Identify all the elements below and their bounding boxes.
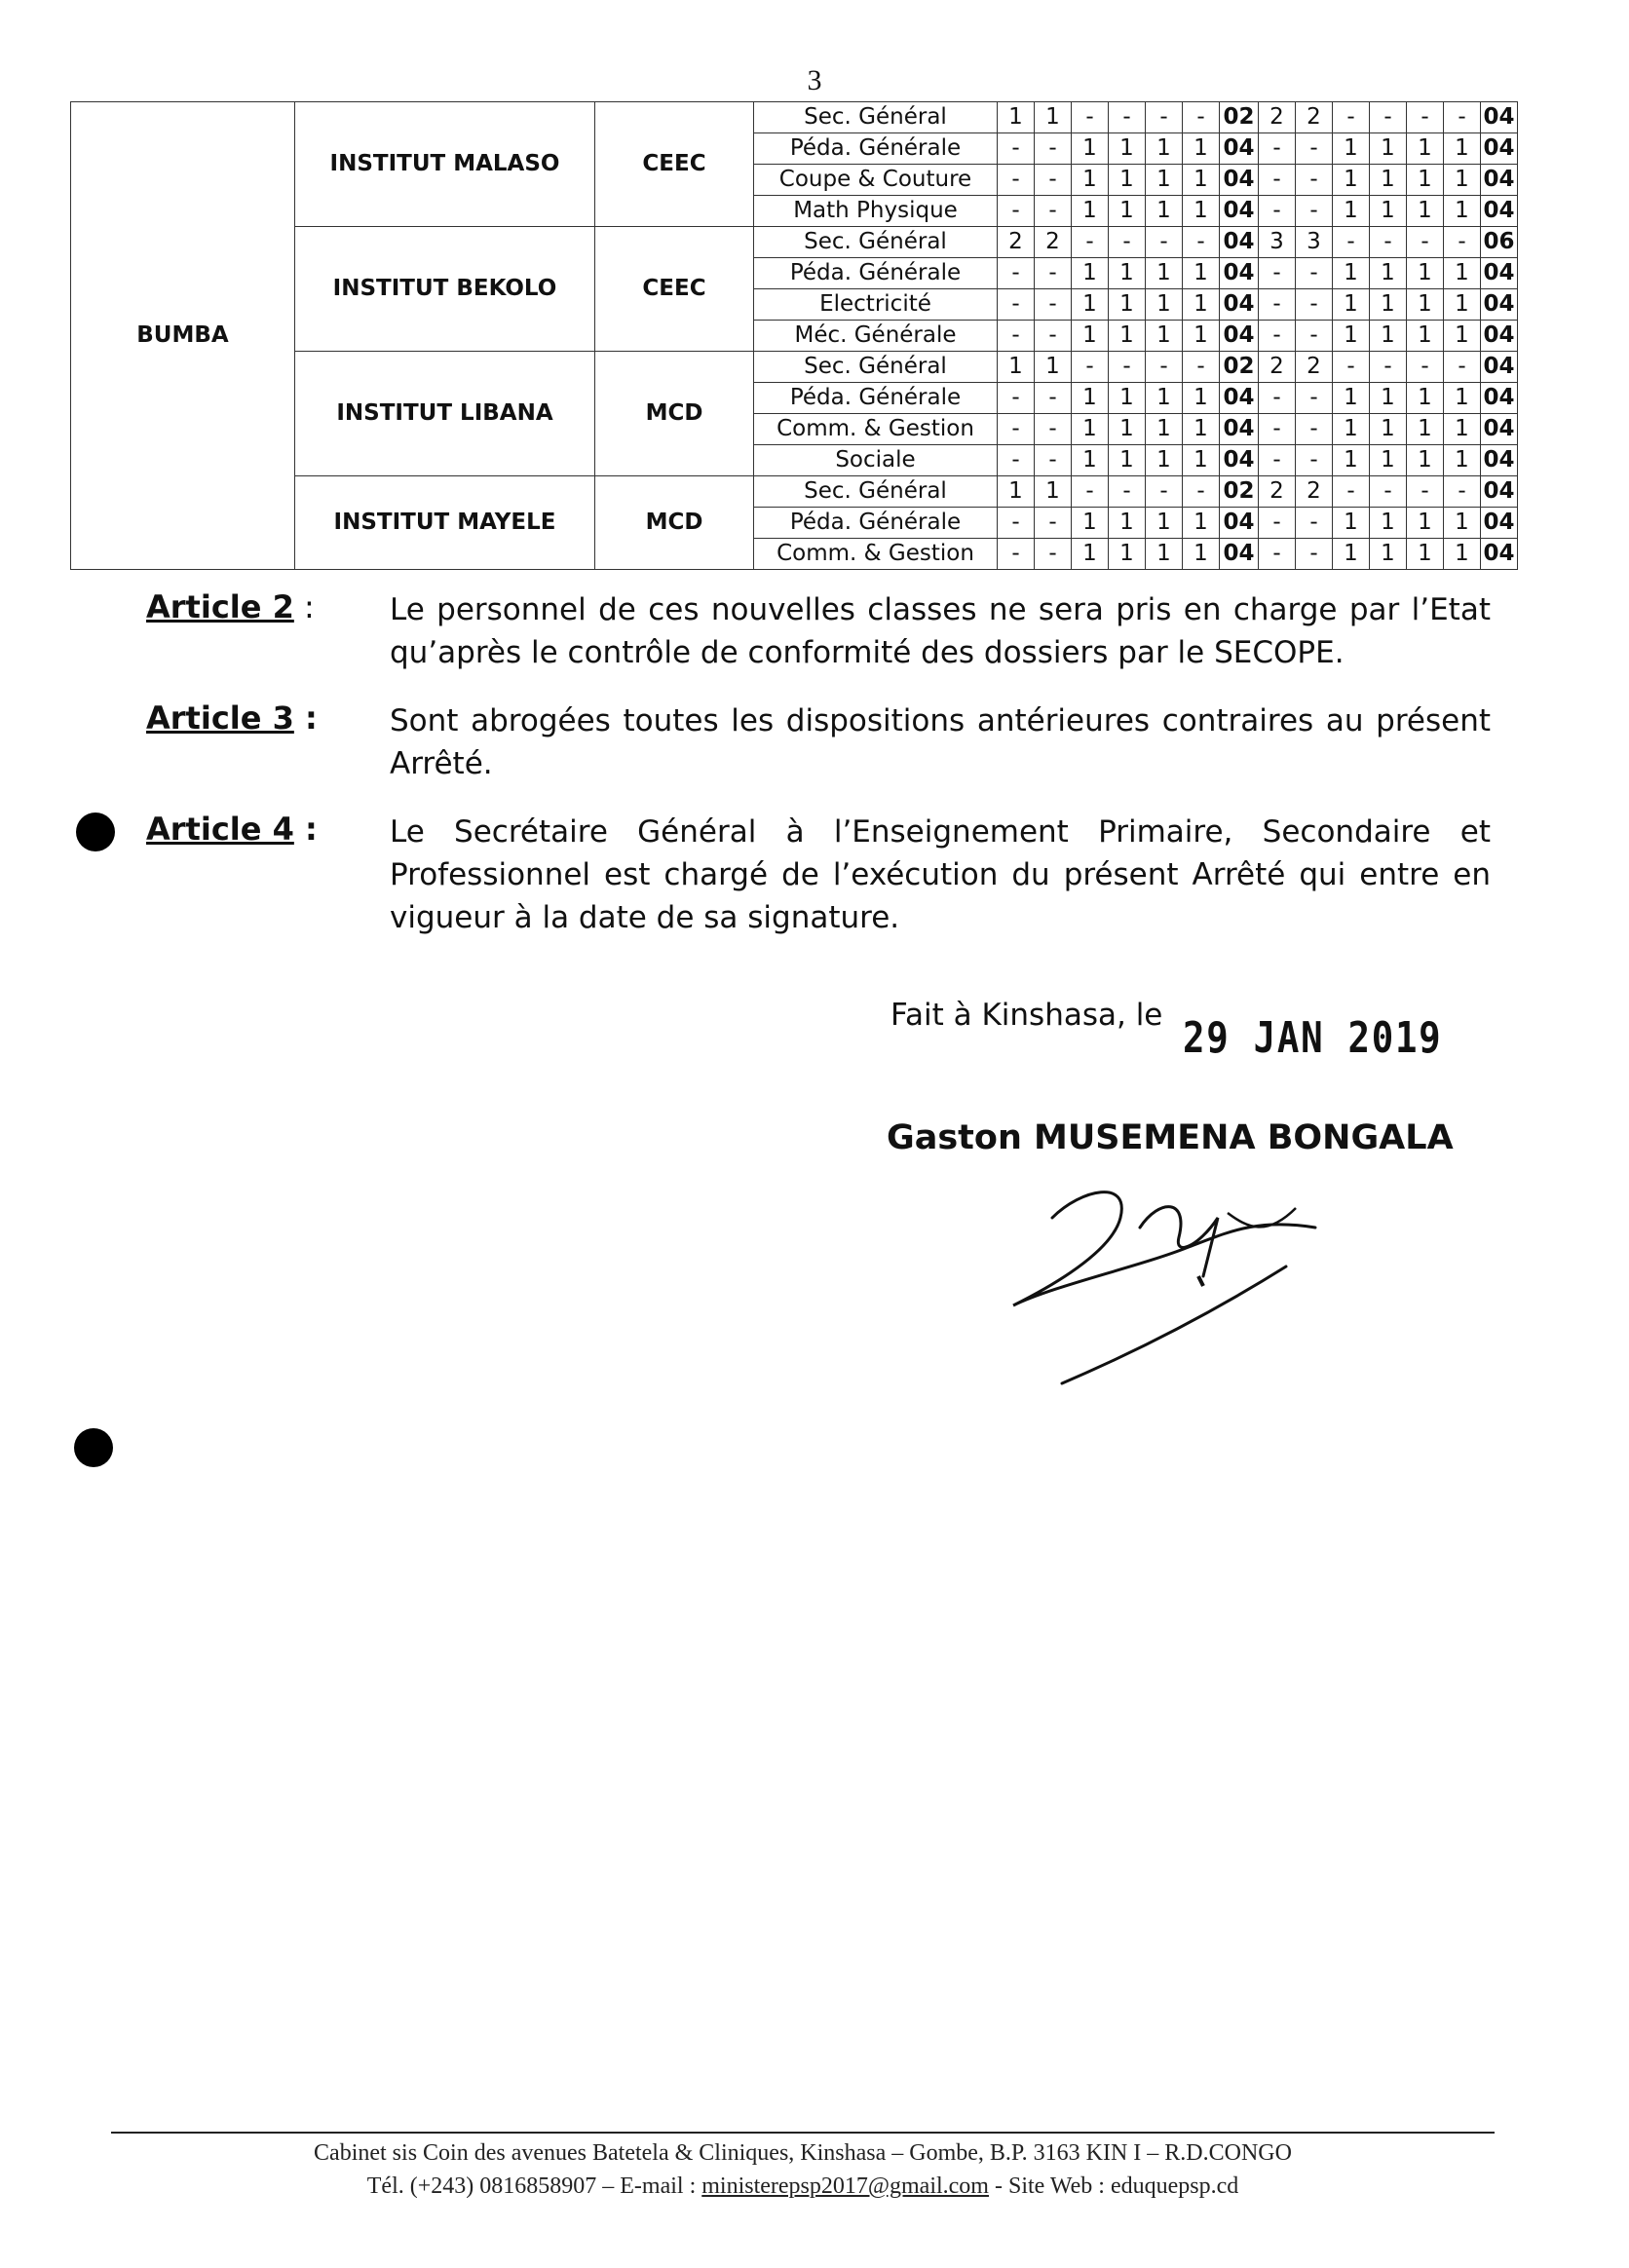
count-cell: -	[1146, 102, 1183, 133]
count-cell: 1	[1146, 414, 1183, 445]
section-cell: Péda. Générale	[754, 383, 998, 414]
signing-place: Fait à Kinshasa, le	[890, 998, 1163, 1033]
count-cell: -	[1407, 476, 1444, 508]
school-name-cell: INSTITUT MALASO	[295, 102, 595, 227]
total-cell: 04	[1220, 383, 1259, 414]
count-cell: -	[1259, 289, 1296, 321]
count-cell: 1	[1333, 258, 1370, 289]
count-cell: 1	[1146, 383, 1183, 414]
total-cell: 04	[1220, 258, 1259, 289]
total-cell: 04	[1481, 133, 1518, 165]
count-cell: 2	[1259, 352, 1296, 383]
article-2: Article 2 : Le personnel de ces nouvelles classes ne sera pris en charge par l’Etat qu’après le contrôle de conformité des dossiers par le SECOPE.	[146, 588, 1491, 674]
count-cell: -	[1259, 383, 1296, 414]
count-cell: -	[998, 258, 1035, 289]
count-cell: 1	[1146, 445, 1183, 476]
count-cell: -	[1035, 414, 1072, 445]
count-cell: -	[1109, 227, 1146, 258]
count-cell: 1	[998, 476, 1035, 508]
count-cell: 1	[1109, 414, 1146, 445]
count-cell: 1	[1035, 102, 1072, 133]
count-cell: 2	[1296, 102, 1333, 133]
count-cell: -	[1259, 508, 1296, 539]
count-cell: 1	[1407, 445, 1444, 476]
count-cell: -	[998, 165, 1035, 196]
count-cell: -	[1296, 508, 1333, 539]
table-row	[71, 102, 1518, 133]
count-cell: 2	[998, 227, 1035, 258]
count-cell: -	[1109, 102, 1146, 133]
article-label: Article 3	[146, 699, 294, 737]
section-cell: Sec. Général	[754, 476, 998, 508]
count-cell: 1	[1109, 289, 1146, 321]
count-cell: -	[1259, 321, 1296, 352]
total-cell: 04	[1481, 352, 1518, 383]
count-cell: -	[1183, 102, 1220, 133]
count-cell: -	[1035, 445, 1072, 476]
punch-hole-mark	[74, 1428, 113, 1467]
count-cell: 1	[1183, 414, 1220, 445]
count-cell: -	[1370, 227, 1407, 258]
count-cell: -	[998, 133, 1035, 165]
count-cell: -	[1370, 102, 1407, 133]
count-cell: 1	[1109, 383, 1146, 414]
total-cell: 04	[1220, 196, 1259, 227]
total-cell: 04	[1481, 289, 1518, 321]
count-cell: 1	[1072, 383, 1109, 414]
count-cell: 1	[1333, 196, 1370, 227]
count-cell: 1	[1333, 321, 1370, 352]
area-cell: BUMBA	[71, 102, 295, 570]
count-cell: 1	[1072, 321, 1109, 352]
count-cell: -	[1035, 289, 1072, 321]
count-cell: 1	[1183, 445, 1220, 476]
count-cell: 1	[1146, 289, 1183, 321]
count-cell: -	[1407, 227, 1444, 258]
count-cell: 1	[1444, 165, 1481, 196]
section-cell: Coupe & Couture	[754, 165, 998, 196]
count-cell: 1	[1444, 321, 1481, 352]
count-cell: 1	[1146, 508, 1183, 539]
count-cell: 1	[1407, 539, 1444, 570]
count-cell: -	[1035, 508, 1072, 539]
count-cell: 1	[1183, 165, 1220, 196]
count-cell: -	[1072, 476, 1109, 508]
footer-email-link[interactable]: ministerepsp2017@gmail.com	[701, 2174, 989, 2199]
count-cell: -	[1259, 539, 1296, 570]
count-cell: 1	[1333, 165, 1370, 196]
count-cell: 2	[1296, 352, 1333, 383]
total-cell: 04	[1220, 227, 1259, 258]
count-cell: 1	[1407, 196, 1444, 227]
count-cell: 1	[1146, 196, 1183, 227]
section-cell: Comm. & Gestion	[754, 414, 998, 445]
count-cell: 1	[1370, 133, 1407, 165]
count-cell: -	[1296, 258, 1333, 289]
count-cell: 1	[1407, 414, 1444, 445]
count-cell: 2	[1259, 476, 1296, 508]
count-cell: 1	[1444, 258, 1481, 289]
count-cell: 3	[1296, 227, 1333, 258]
count-cell: 1	[1072, 539, 1109, 570]
count-cell: -	[998, 414, 1035, 445]
section-cell: Péda. Générale	[754, 133, 998, 165]
school-name-cell: INSTITUT LIBANA	[295, 352, 595, 476]
count-cell: 1	[1444, 383, 1481, 414]
count-cell: 1	[1183, 383, 1220, 414]
count-cell: 1	[1370, 414, 1407, 445]
total-cell: 04	[1220, 414, 1259, 445]
article-text: Le Secrétaire Général à l’Enseignement Primaire, Secondaire et Professionnel est chargé de l’exécution du présent Arrêté qui entre en vigueur à la date de sa signature.	[390, 814, 1491, 935]
count-cell: -	[998, 445, 1035, 476]
count-cell: 1	[1183, 258, 1220, 289]
count-cell: -	[1035, 321, 1072, 352]
total-cell: 04	[1220, 539, 1259, 570]
count-cell: 1	[1109, 445, 1146, 476]
page-number: 3	[807, 64, 822, 96]
footer	[111, 2136, 1495, 2203]
count-cell: 1	[1183, 508, 1220, 539]
total-cell: 04	[1481, 196, 1518, 227]
count-cell: -	[1035, 165, 1072, 196]
count-cell: -	[998, 196, 1035, 227]
count-cell: -	[1259, 196, 1296, 227]
total-cell: 04	[1481, 414, 1518, 445]
total-cell: 04	[1220, 165, 1259, 196]
total-cell: 02	[1220, 102, 1259, 133]
count-cell: 1	[998, 102, 1035, 133]
count-cell: 1	[1035, 476, 1072, 508]
count-cell: -	[1146, 227, 1183, 258]
count-cell: -	[1035, 539, 1072, 570]
count-cell: -	[1109, 352, 1146, 383]
section-cell: Péda. Générale	[754, 258, 998, 289]
count-cell: 1	[1333, 539, 1370, 570]
count-cell: -	[1259, 165, 1296, 196]
count-cell: 1	[1407, 258, 1444, 289]
count-cell: 1	[1109, 321, 1146, 352]
classes-table	[70, 101, 1518, 570]
count-cell: 1	[1109, 258, 1146, 289]
network-cell: CEEC	[595, 227, 754, 352]
count-cell: 1	[1444, 196, 1481, 227]
count-cell: 1	[1333, 414, 1370, 445]
count-cell: -	[1444, 476, 1481, 508]
count-cell: -	[1296, 539, 1333, 570]
count-cell: -	[1296, 196, 1333, 227]
footer-website: eduquepsp.cd	[1110, 2174, 1239, 2199]
count-cell: 1	[1146, 133, 1183, 165]
count-cell: 1	[1072, 289, 1109, 321]
count-cell: 1	[1370, 445, 1407, 476]
count-cell: 1	[1072, 414, 1109, 445]
count-cell: 1	[1146, 321, 1183, 352]
network-cell: CEEC	[595, 102, 754, 227]
count-cell: -	[1333, 102, 1370, 133]
count-cell: 1	[1109, 508, 1146, 539]
total-cell: 02	[1220, 352, 1259, 383]
count-cell: -	[1035, 196, 1072, 227]
count-cell: -	[1407, 352, 1444, 383]
count-cell: 1	[1444, 539, 1481, 570]
count-cell: 1	[1333, 445, 1370, 476]
count-cell: 1	[1407, 321, 1444, 352]
count-cell: -	[1035, 133, 1072, 165]
article-label: Article 2	[146, 588, 294, 625]
total-cell: 04	[1220, 289, 1259, 321]
count-cell: 1	[1109, 196, 1146, 227]
count-cell: 1	[1146, 258, 1183, 289]
count-cell: 1	[1444, 289, 1481, 321]
article-label: Article 4	[146, 811, 294, 848]
count-cell: -	[1296, 289, 1333, 321]
count-cell: -	[1370, 352, 1407, 383]
count-cell: 1	[1444, 133, 1481, 165]
count-cell: -	[998, 539, 1035, 570]
count-cell: 1	[1370, 383, 1407, 414]
count-cell: -	[1296, 165, 1333, 196]
count-cell: -	[1259, 445, 1296, 476]
footer-rule	[111, 2132, 1495, 2134]
total-cell: 04	[1481, 165, 1518, 196]
count-cell: 1	[1333, 383, 1370, 414]
total-cell: 04	[1481, 102, 1518, 133]
total-cell: 04	[1220, 508, 1259, 539]
section-cell: Sec. Général	[754, 227, 998, 258]
handwritten-signature	[994, 1159, 1345, 1417]
count-cell: -	[1370, 476, 1407, 508]
section-cell: Sociale	[754, 445, 998, 476]
section-cell: Electricité	[754, 289, 998, 321]
count-cell: -	[1072, 352, 1109, 383]
count-cell: -	[1183, 476, 1220, 508]
section-cell: Comm. & Gestion	[754, 539, 998, 570]
punch-hole-mark	[76, 813, 115, 851]
total-cell: 04	[1481, 476, 1518, 508]
date-stamp: 29 JAN 2019	[1183, 1013, 1443, 1063]
section-cell: Math Physique	[754, 196, 998, 227]
count-cell: -	[1072, 102, 1109, 133]
count-cell: -	[1407, 102, 1444, 133]
count-cell: -	[1296, 383, 1333, 414]
count-cell: 1	[1183, 321, 1220, 352]
section-cell: Sec. Général	[754, 102, 998, 133]
count-cell: 1	[1407, 165, 1444, 196]
count-cell: -	[1333, 227, 1370, 258]
count-cell: 1	[1072, 133, 1109, 165]
count-cell: -	[1035, 258, 1072, 289]
count-cell: 1	[1333, 289, 1370, 321]
count-cell: -	[1183, 227, 1220, 258]
count-cell: 2	[1296, 476, 1333, 508]
count-cell: -	[1259, 133, 1296, 165]
total-cell: 04	[1481, 539, 1518, 570]
count-cell: 1	[1183, 539, 1220, 570]
count-cell: 1	[1333, 133, 1370, 165]
count-cell: -	[1333, 352, 1370, 383]
article-text: Sont abrogées toutes les dispositions antérieures contraires au présent Arrêté.	[390, 703, 1491, 781]
section-cell: Sec. Général	[754, 352, 998, 383]
total-cell: 04	[1220, 321, 1259, 352]
signatory-name: Gaston MUSEMENA BONGALA	[887, 1118, 1454, 1157]
count-cell: -	[1109, 476, 1146, 508]
count-cell: -	[1296, 321, 1333, 352]
count-cell: -	[1259, 258, 1296, 289]
count-cell: 1	[1370, 539, 1407, 570]
count-cell: -	[1333, 476, 1370, 508]
count-cell: -	[1259, 414, 1296, 445]
total-cell: 04	[1481, 258, 1518, 289]
count-cell: -	[1183, 352, 1220, 383]
count-cell: -	[1444, 102, 1481, 133]
network-cell: MCD	[595, 476, 754, 570]
total-cell: 04	[1481, 321, 1518, 352]
count-cell: 1	[1109, 165, 1146, 196]
count-cell: -	[998, 383, 1035, 414]
count-cell: 1	[1183, 196, 1220, 227]
count-cell: 1	[1072, 445, 1109, 476]
count-cell: 1	[1183, 133, 1220, 165]
count-cell: 1	[1370, 196, 1407, 227]
article-4: Article 4 : Le Secrétaire Général à l’Enseignement Primaire, Secondaire et Professionnel est chargé de l’exécution du présent Arrêté qui entre en vigueur à la date de sa signature.	[146, 811, 1491, 939]
count-cell: 1	[1370, 508, 1407, 539]
count-cell: -	[1296, 445, 1333, 476]
count-cell: 1	[1444, 508, 1481, 539]
count-cell: -	[1072, 227, 1109, 258]
count-cell: -	[998, 289, 1035, 321]
count-cell: 1	[1407, 508, 1444, 539]
count-cell: -	[1146, 352, 1183, 383]
count-cell: -	[998, 321, 1035, 352]
count-cell: 1	[1370, 321, 1407, 352]
count-cell: 1	[1146, 539, 1183, 570]
count-cell: 2	[1259, 102, 1296, 133]
school-name-cell: INSTITUT MAYELE	[295, 476, 595, 570]
footer-contact: Tél. (+243) 0816858907 – E-mail : ministerepsp2017@gmail.com - Site Web : eduquepsp.cd	[366, 2174, 1239, 2199]
articles-section	[146, 588, 1491, 964]
count-cell: 1	[1333, 508, 1370, 539]
network-cell: MCD	[595, 352, 754, 476]
section-cell: Péda. Générale	[754, 508, 998, 539]
count-cell: 1	[1072, 165, 1109, 196]
count-cell: 1	[1370, 258, 1407, 289]
count-cell: -	[1444, 227, 1481, 258]
count-cell: 1	[1109, 539, 1146, 570]
school-name-cell: INSTITUT BEKOLO	[295, 227, 595, 352]
count-cell: 1	[1183, 289, 1220, 321]
count-cell: 1	[1072, 508, 1109, 539]
count-cell: 3	[1259, 227, 1296, 258]
count-cell: -	[1296, 133, 1333, 165]
article-3: Article 3 : Sont abrogées toutes les dispositions antérieures contraires au présent Arrêté.	[146, 699, 1491, 785]
count-cell: 1	[1370, 289, 1407, 321]
count-cell: 1	[998, 352, 1035, 383]
total-cell: 04	[1481, 383, 1518, 414]
count-cell: 1	[1407, 383, 1444, 414]
count-cell: 1	[1407, 289, 1444, 321]
count-cell: 1	[1370, 165, 1407, 196]
total-cell: 04	[1220, 445, 1259, 476]
count-cell: -	[1146, 476, 1183, 508]
count-cell: 1	[1072, 258, 1109, 289]
count-cell: -	[998, 508, 1035, 539]
article-text: Le personnel de ces nouvelles classes ne sera pris en charge par l’Etat qu’après le contrôle de conformité des dossiers par le SECOPE.	[390, 592, 1491, 670]
total-cell: 06	[1481, 227, 1518, 258]
count-cell: 2	[1035, 227, 1072, 258]
count-cell: 1	[1146, 165, 1183, 196]
count-cell: 1	[1407, 133, 1444, 165]
count-cell: 1	[1109, 133, 1146, 165]
count-cell: -	[1296, 414, 1333, 445]
footer-address: Cabinet sis Coin des avenues Batetela & Cliniques, Kinshasa – Gombe, B.P. 3163 KIN I – R.D.CONGO	[314, 2140, 1292, 2166]
section-cell: Méc. Générale	[754, 321, 998, 352]
count-cell: 1	[1035, 352, 1072, 383]
total-cell: 02	[1220, 476, 1259, 508]
count-cell: -	[1035, 383, 1072, 414]
count-cell: -	[1444, 352, 1481, 383]
count-cell: 1	[1444, 414, 1481, 445]
total-cell: 04	[1481, 508, 1518, 539]
total-cell: 04	[1220, 133, 1259, 165]
count-cell: 1	[1072, 196, 1109, 227]
count-cell: 1	[1444, 445, 1481, 476]
total-cell: 04	[1481, 445, 1518, 476]
